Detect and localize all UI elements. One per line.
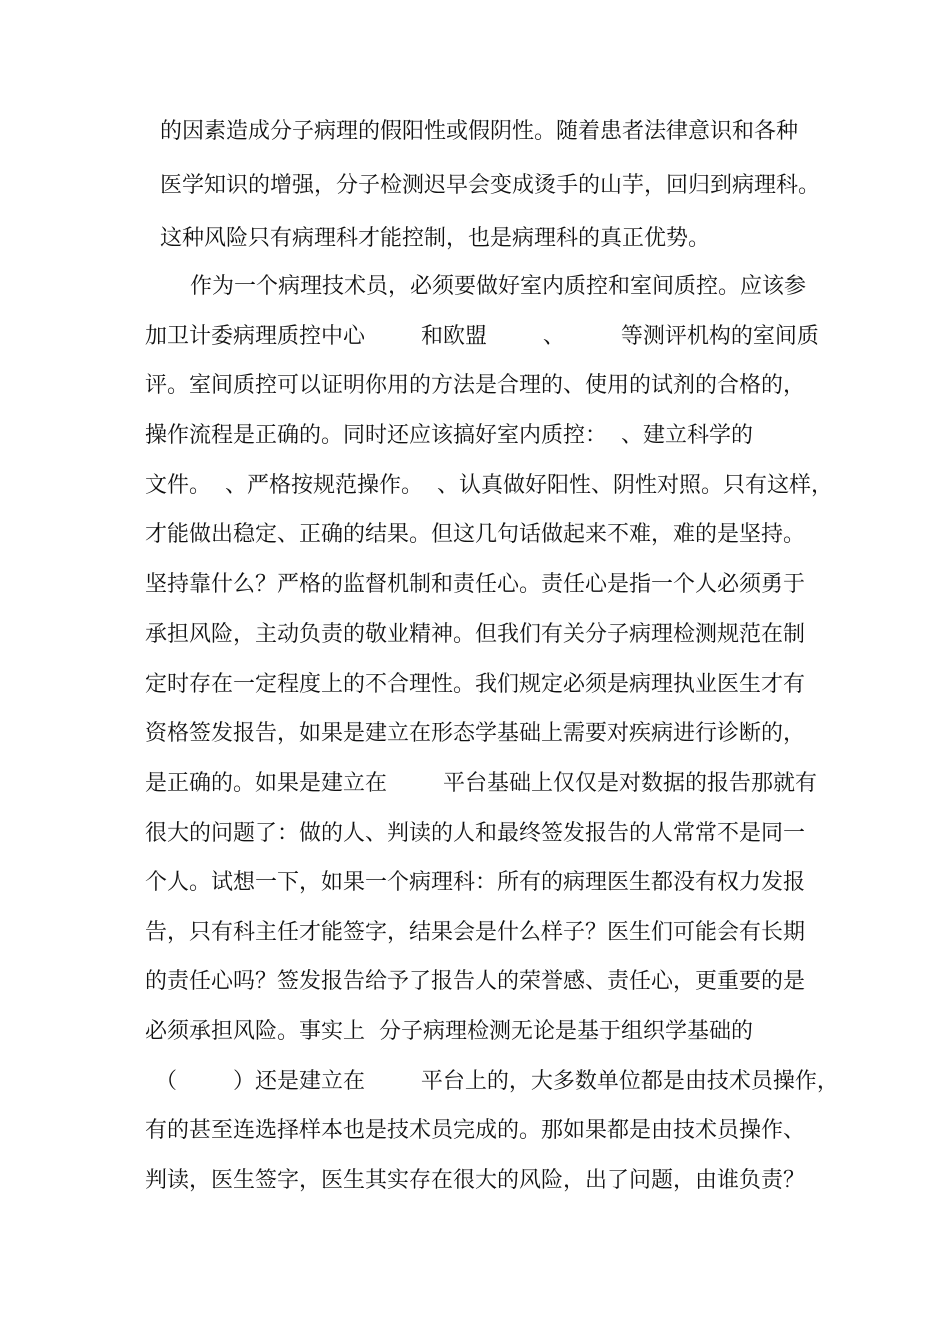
text-line: 加卫计委病理质控中心 和欧盟 、 等测评机构的室间质 <box>145 324 819 349</box>
text-line: 定时存在一定程度上的不合理性。我们规定必须是病理执业医生才有 <box>145 672 806 697</box>
text-line: 的责任心吗？签发报告给予了报告人的荣誉感、责任心，更重要的是 <box>145 969 806 994</box>
text-line: 必须承担风险。事实上 分子病理检测无论是基于组织学基础的 <box>145 1019 753 1044</box>
text-line: （ ）还是建立在 平台上的，大多数单位都是由技术员操作， <box>155 1069 839 1094</box>
text-line: 医学知识的增强，分子检测迟早会变成烫手的山芋，回归到病理科。 <box>160 173 821 198</box>
text-line: 承担风险，主动负责的敬业精神。但我们有关分子病理检测规范在制 <box>145 622 806 647</box>
text-line: 的因素造成分子病理的假阳性或假阴性。随着患者法律意识和各种 <box>160 119 799 144</box>
text-line: 才能做出稳定、正确的结果。但这几句话做起来不难，难的是坚持。 <box>145 522 806 547</box>
text-line: 是正确的。如果是建立在 平台基础上仅仅是对数据的报告那就有 <box>145 771 817 796</box>
text-line: 有的甚至连选择样本也是技术员完成的。那如果都是由技术员操作、 <box>145 1118 806 1143</box>
text-line: 文件。 、严格按规范操作。 、认真做好阳性、阴性对照。只有这样， <box>145 473 833 498</box>
text-line: 判读，医生签字，医生其实存在很大的风险，出了问题，由谁负责？ <box>145 1168 806 1193</box>
text-line: 评。室间质控可以证明你用的方法是合理的、使用的试剂的合格的， <box>145 373 806 398</box>
text-line: 坚持靠什么？严格的监督机制和责任心。责任心是指一个人必须勇于 <box>145 572 806 597</box>
text-line: 个人。试想一下，如果一个病理科：所有的病理医生都没有权力发报 <box>145 870 806 895</box>
text-line: 很大的问题了：做的人、判读的人和最终签发报告的人常常不是同一 <box>145 821 806 846</box>
text-line: 作为一个病理技术员，必须要做好室内质控和室间质控。应该参 <box>190 274 807 299</box>
text-line: 这种风险只有病理科才能控制，也是病理科的真正优势。 <box>160 226 711 251</box>
text-line: 告，只有科主任才能签字，结果会是什么样子？医生们可能会有长期 <box>145 920 806 945</box>
text-line: 资格签发报告，如果是建立在形态学基础上需要对疾病进行诊断的， <box>145 721 806 746</box>
text-line: 操作流程是正确的。同时还应该搞好室内质控： 、建立科学的 <box>145 423 753 448</box>
